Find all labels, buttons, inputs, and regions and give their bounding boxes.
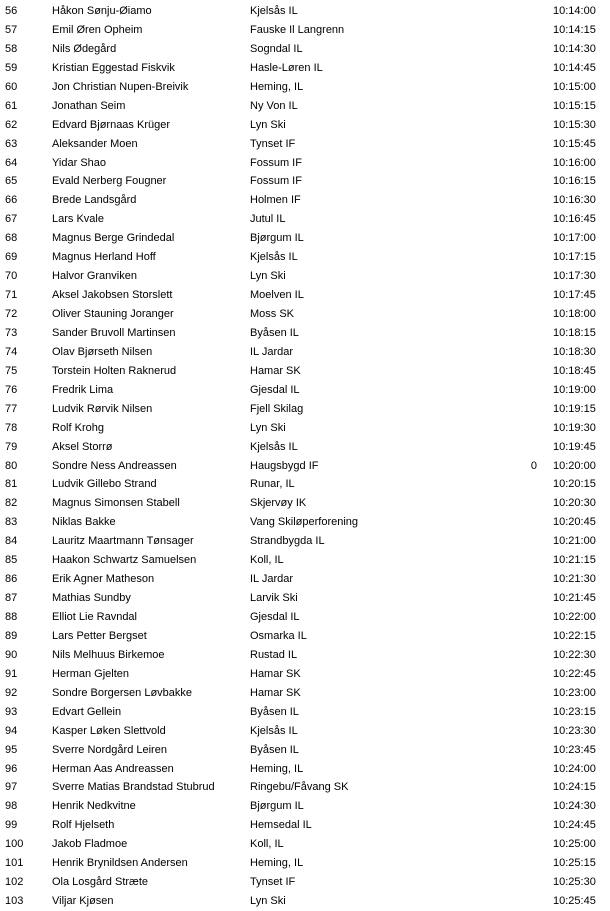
club-name: Koll, IL xyxy=(250,554,284,567)
athlete-name: Herman Aas Andreassen xyxy=(52,762,174,775)
club-name: Rustad IL xyxy=(250,648,298,661)
athlete-name: Henrik Nedkvitne xyxy=(52,800,136,813)
athlete-name: Fredrik Lima xyxy=(52,383,114,396)
start-number: 86 xyxy=(5,573,18,586)
start-time: 10:20:30 xyxy=(553,497,596,510)
start-number: 69 xyxy=(5,251,18,264)
club-name: Larvik Ski xyxy=(250,592,298,605)
table-row xyxy=(0,172,610,191)
table-row xyxy=(0,210,610,229)
start-number: 63 xyxy=(5,137,18,150)
start-time: 10:25:30 xyxy=(553,876,596,889)
club-name: Koll, IL xyxy=(250,838,284,851)
start-number: 64 xyxy=(5,156,18,169)
start-number: 83 xyxy=(5,516,18,529)
club-name: Haugsbygd IF xyxy=(250,459,319,472)
club-name: Lyn Ski xyxy=(250,421,286,434)
start-time: 10:24:30 xyxy=(553,800,596,813)
table-row xyxy=(0,78,610,97)
start-number: 82 xyxy=(5,497,18,510)
start-number: 79 xyxy=(5,440,18,453)
club-name: Heming, IL xyxy=(250,80,304,93)
club-name: Hamar SK xyxy=(250,364,301,377)
start-number: 80 xyxy=(5,459,18,472)
club-name: Holmen IF xyxy=(250,194,301,207)
table-row xyxy=(0,116,610,135)
start-time: 10:20:45 xyxy=(553,516,596,529)
table-row xyxy=(0,551,610,570)
athlete-name: Sverre Matias Brandstad Stubrud xyxy=(52,781,215,794)
table-row xyxy=(0,97,610,116)
table-row xyxy=(0,703,610,722)
start-number: 66 xyxy=(5,194,18,207)
athlete-name: Kasper Løken Slettvold xyxy=(52,724,166,737)
club-name: Skjervøy IK xyxy=(250,497,307,510)
club-name: Kjelsås IL xyxy=(250,724,298,737)
start-number: 57 xyxy=(5,23,18,36)
table-row xyxy=(0,608,610,627)
start-time: 10:17:45 xyxy=(553,289,596,302)
start-number: 77 xyxy=(5,402,18,415)
athlete-name: Rolf Hjelseth xyxy=(52,819,115,832)
table-row xyxy=(0,135,610,154)
athlete-name: Evald Nerberg Fougner xyxy=(52,175,167,188)
club-name: Byåsen IL xyxy=(250,705,299,718)
table-row xyxy=(0,722,610,741)
athlete-name: Erik Agner Matheson xyxy=(52,573,155,586)
start-time: 10:17:15 xyxy=(553,251,596,264)
start-time: 10:16:15 xyxy=(553,175,596,188)
club-name: Heming, IL xyxy=(250,857,304,870)
start-time: 10:23:45 xyxy=(553,743,596,756)
start-time: 10:23:15 xyxy=(553,705,596,718)
start-number: 97 xyxy=(5,781,18,794)
athlete-name: Yidar Shao xyxy=(52,156,107,169)
athlete-name: Jonathan Seim xyxy=(52,99,126,112)
start-time: 10:14:00 xyxy=(553,5,596,17)
start-time: 10:18:00 xyxy=(553,308,596,320)
athlete-name: Håkon Sønju-Øiamo xyxy=(52,5,152,17)
start-time: 10:20:00 xyxy=(553,459,596,472)
club-name: Hamar SK xyxy=(250,686,301,699)
start-time: 10:24:15 xyxy=(553,781,596,794)
table-row xyxy=(0,873,610,892)
athlete-name: Oliver Stauning Joranger xyxy=(52,308,174,320)
club-name: Heming, IL xyxy=(250,762,304,775)
club-name: Hamar SK xyxy=(250,667,301,680)
start-time: 10:16:00 xyxy=(553,156,596,169)
start-number: 88 xyxy=(5,611,18,623)
start-time: 10:25:15 xyxy=(553,857,596,870)
start-time: 10:24:00 xyxy=(553,762,596,775)
athlete-name: Brede Landsgård xyxy=(52,194,137,207)
start-number: 100 xyxy=(5,838,24,851)
start-time: 10:17:00 xyxy=(553,232,596,245)
athlete-name: Edvart Gellein xyxy=(52,705,122,718)
start-time: 10:15:15 xyxy=(553,99,596,112)
table-row xyxy=(0,760,610,779)
start-number: 72 xyxy=(5,308,18,320)
start-number: 96 xyxy=(5,762,18,775)
table-row xyxy=(0,532,610,551)
start-time: 10:18:45 xyxy=(553,364,596,377)
start-time: 10:16:30 xyxy=(553,194,596,207)
start-number: 58 xyxy=(5,42,18,55)
start-number: 85 xyxy=(5,554,18,567)
table-row xyxy=(0,229,610,248)
start-number: 93 xyxy=(5,705,18,718)
athlete-name: Mathias Sundby xyxy=(52,592,131,605)
club-name: Kjelsås IL xyxy=(250,5,298,17)
start-time: 10:15:30 xyxy=(553,118,596,131)
table-row xyxy=(0,684,610,703)
start-time: 10:22:30 xyxy=(553,648,596,661)
table-row xyxy=(0,741,610,760)
athlete-name: Aksel Jakobsen Storslett xyxy=(52,289,173,302)
start-number: 76 xyxy=(5,383,18,396)
start-time: 10:19:45 xyxy=(553,440,596,453)
start-number: 94 xyxy=(5,724,18,737)
start-number: 102 xyxy=(5,876,24,889)
start-number: 59 xyxy=(5,61,18,74)
start-number: 62 xyxy=(5,118,18,131)
athlete-name: Torstein Holten Raknerud xyxy=(52,364,177,377)
club-name: Vang Skiløperforening xyxy=(250,516,359,529)
start-number: 73 xyxy=(5,326,18,339)
start-time: 10:23:30 xyxy=(553,724,596,737)
table-row xyxy=(0,646,610,665)
start-time: 10:21:15 xyxy=(553,554,596,567)
start-number: 98 xyxy=(5,800,18,813)
athlete-name: Ludvik Rørvik Nilsen xyxy=(52,402,153,415)
club-name: IL Jardar xyxy=(250,345,294,358)
club-name: Osmarka IL xyxy=(250,629,307,642)
start-number: 103 xyxy=(5,895,24,908)
club-name: Byåsen IL xyxy=(250,743,299,756)
start-time: 10:18:30 xyxy=(553,345,596,358)
table-row xyxy=(0,59,610,78)
club-name: Lyn Ski xyxy=(250,895,286,908)
club-name: Gjesdal IL xyxy=(250,611,300,623)
start-number: 89 xyxy=(5,629,18,642)
club-name: Fjell Skilag xyxy=(250,402,304,415)
start-number: 78 xyxy=(5,421,18,434)
club-name: Jutul IL xyxy=(250,213,286,226)
table-row xyxy=(0,286,610,305)
start-number: 70 xyxy=(5,270,18,283)
table-row xyxy=(0,627,610,646)
club-name: Bjørgum IL xyxy=(250,800,304,813)
athlete-name: Olav Bjørseth Nilsen xyxy=(52,345,153,358)
athlete-name: Ola Losgård Stræte xyxy=(52,876,148,889)
club-name: Sogndal IL xyxy=(250,42,303,55)
club-name: Kjelsås IL xyxy=(250,440,298,453)
athlete-name: Aksel Storrø xyxy=(52,440,113,453)
athlete-name: Kristian Eggestad Fiskvik xyxy=(52,61,175,74)
start-time: 10:15:45 xyxy=(553,137,596,150)
club-name: Ny Von IL xyxy=(250,99,298,112)
start-number: 87 xyxy=(5,592,18,605)
table-row xyxy=(0,305,610,324)
table-row xyxy=(0,835,610,854)
start-time: 10:22:00 xyxy=(553,611,596,623)
start-time: 10:17:30 xyxy=(553,270,596,283)
start-time: 10:15:00 xyxy=(553,80,596,93)
table-row xyxy=(0,570,610,589)
table-row xyxy=(0,191,610,210)
start-time: 10:19:15 xyxy=(553,402,596,415)
start-time: 10:14:45 xyxy=(553,61,596,74)
start-number: 101 xyxy=(5,857,24,870)
athlete-name: Haakon Schwartz Samuelsen xyxy=(52,554,197,567)
athlete-name: Elliot Lie Ravndal xyxy=(52,611,137,623)
club-name: Hemsedal IL xyxy=(250,819,312,832)
club-name: Ringebu/Fåvang SK xyxy=(250,781,349,794)
start-time: 10:22:45 xyxy=(553,667,596,680)
start-number: 90 xyxy=(5,648,18,661)
start-time: 10:25:45 xyxy=(553,895,596,908)
athlete-name: Magnus Herland Hoff xyxy=(52,251,156,264)
start-number: 92 xyxy=(5,686,18,699)
club-name: Fossum IF xyxy=(250,156,302,169)
club-name: Tynset IF xyxy=(250,137,296,150)
athlete-name: Sander Bruvoll Martinsen xyxy=(52,326,176,339)
club-name: Strandbygda IL xyxy=(250,535,325,548)
athlete-name: Emil Øren Opheim xyxy=(52,23,143,36)
start-number: 60 xyxy=(5,80,18,93)
start-number: 61 xyxy=(5,99,18,112)
start-number: 84 xyxy=(5,535,18,548)
club-name: Byåsen IL xyxy=(250,326,299,339)
club-name: Moelven IL xyxy=(250,289,304,302)
start-list-table xyxy=(0,2,610,911)
table-row xyxy=(0,438,610,457)
start-number: 95 xyxy=(5,743,18,756)
start-time: 10:24:45 xyxy=(553,819,596,832)
table-row xyxy=(0,816,610,835)
athlete-name: Magnus Berge Grindedal xyxy=(52,232,175,245)
start-time: 10:14:30 xyxy=(553,42,596,55)
athlete-name: Nils Ødegård xyxy=(52,42,117,55)
table-row xyxy=(0,381,610,400)
start-time: 10:22:15 xyxy=(553,629,596,642)
athlete-name: Sondre Borgersen Løvbakke xyxy=(52,686,193,699)
start-time: 10:21:45 xyxy=(553,592,596,605)
athlete-name: Henrik Brynildsen Andersen xyxy=(52,857,188,870)
start-time: 10:21:00 xyxy=(553,535,596,548)
club-name: Bjørgum IL xyxy=(250,232,304,245)
athlete-name: Jon Christian Nupen-Breivik xyxy=(52,80,189,93)
athlete-name: Nils Melhuus Birkemoe xyxy=(52,648,165,661)
start-number: 71 xyxy=(5,289,18,302)
table-row xyxy=(0,797,610,816)
table-row xyxy=(0,362,610,381)
start-number: 56 xyxy=(5,5,18,17)
start-number: 91 xyxy=(5,667,18,680)
athlete-name: Rolf Krohg xyxy=(52,421,104,434)
athlete-name: Lars Kvale xyxy=(52,213,104,226)
start-time: 10:16:45 xyxy=(553,213,596,226)
club-name: Moss SK xyxy=(250,308,295,320)
club-name: Fossum IF xyxy=(250,175,302,188)
table-row xyxy=(0,40,610,59)
athlete-name: Edvard Bjørnaas Krüger xyxy=(52,118,170,131)
club-name: Fauske Il Langrenn xyxy=(250,23,345,36)
club-name: Lyn Ski xyxy=(250,118,286,131)
extra-value: 0 xyxy=(530,459,537,472)
start-number: 68 xyxy=(5,232,18,245)
club-name: IL Jardar xyxy=(250,573,294,586)
table-row xyxy=(0,457,610,476)
club-name: Kjelsås IL xyxy=(250,251,298,264)
table-row xyxy=(0,343,610,362)
athlete-name: Sverre Nordgård Leiren xyxy=(52,743,167,756)
table-row xyxy=(0,154,610,173)
table-row xyxy=(0,854,610,873)
athlete-name: Herman Gjelten xyxy=(52,667,130,680)
club-name: Lyn Ski xyxy=(250,270,286,283)
athlete-name: Niklas Bakke xyxy=(52,516,116,529)
club-name: Runar, IL xyxy=(250,478,295,491)
athlete-name: Lauritz Maartmann Tønsager xyxy=(52,535,194,548)
start-time: 10:21:30 xyxy=(553,573,596,586)
table-row xyxy=(0,400,610,419)
club-name: Tynset IF xyxy=(250,876,296,889)
table-row xyxy=(0,419,610,438)
start-number: 75 xyxy=(5,364,18,377)
start-number: 65 xyxy=(5,175,18,188)
start-time: 10:19:00 xyxy=(553,383,596,396)
start-number: 67 xyxy=(5,213,18,226)
start-time: 10:14:15 xyxy=(553,23,596,36)
athlete-name: Magnus Simonsen Stabell xyxy=(52,497,180,510)
table-row xyxy=(0,778,610,797)
athlete-name: Jakob Fladmoe xyxy=(52,838,128,851)
athlete-name: Viljar Kjøsen xyxy=(52,895,114,908)
start-number: 99 xyxy=(5,819,18,832)
athlete-name: Aleksander Moen xyxy=(52,137,138,150)
athlete-name: Sondre Ness Andreassen xyxy=(52,459,177,472)
table-row xyxy=(0,665,610,684)
table-row xyxy=(0,324,610,343)
table-row xyxy=(0,892,610,911)
athlete-name: Halvor Granviken xyxy=(52,270,137,283)
club-name: Hasle-Løren IL xyxy=(250,61,323,74)
start-time: 10:25:00 xyxy=(553,838,596,851)
table-row xyxy=(0,21,610,40)
start-number: 74 xyxy=(5,345,18,358)
start-time: 10:20:15 xyxy=(553,478,596,491)
table-row xyxy=(0,589,610,608)
club-name: Gjesdal IL xyxy=(250,383,300,396)
table-row xyxy=(0,2,610,21)
athlete-name: Lars Petter Bergset xyxy=(52,629,147,642)
table-row xyxy=(0,475,610,494)
start-number: 81 xyxy=(5,478,18,491)
table-row xyxy=(0,267,610,286)
start-time: 10:18:15 xyxy=(553,326,596,339)
table-row xyxy=(0,248,610,267)
athlete-name: Ludvik Gillebo Strand xyxy=(52,478,157,491)
table-row xyxy=(0,494,610,513)
start-time: 10:23:00 xyxy=(553,686,596,699)
start-time: 10:19:30 xyxy=(553,421,596,434)
table-row xyxy=(0,513,610,532)
